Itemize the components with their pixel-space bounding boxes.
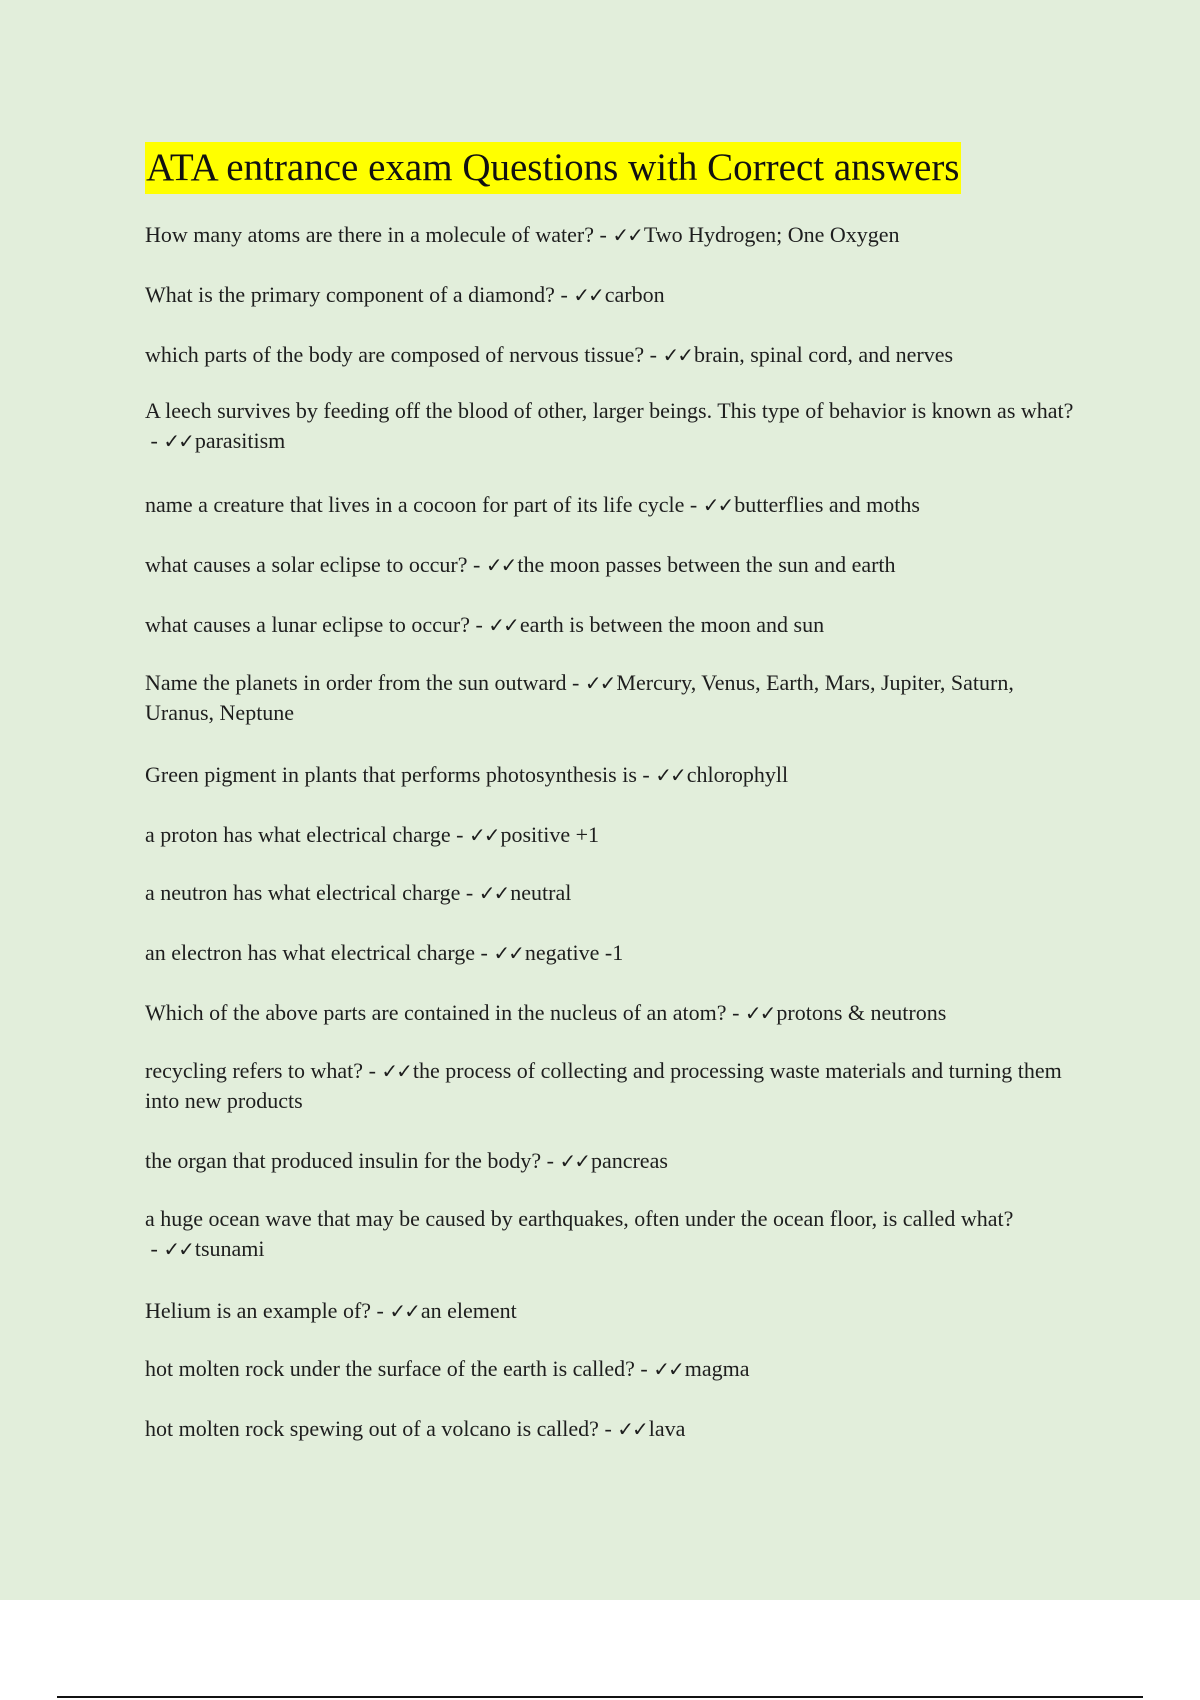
question-text: an electron has what electrical charge [145,940,476,965]
document-title: ATA entrance exam Questions with Correct answers [145,142,961,194]
double-check-icon: ✓✓ [662,343,692,367]
answer-text: brain, spinal cord, and nerves [694,342,954,367]
answer-text: protons & neutrons [776,1000,947,1025]
qa-item [145,1056,1085,1116]
double-check-icon: ✓✓ [653,1357,683,1381]
separator: - [684,492,703,517]
question-text: A leech survives by feeding off the blood of other, larger beings. This type of behavior is known as what? [145,398,1074,423]
qa-item [145,490,1085,520]
answer-text: butterflies and moths [734,492,920,517]
double-check-icon: ✓✓ [163,429,193,453]
question-text: what causes a solar eclipse to occur? [145,552,468,577]
double-check-icon: ✓✓ [488,613,518,637]
double-check-icon: ✓✓ [744,1001,775,1025]
answer-text: parasitism [194,428,286,453]
question-text: Green pigment in plants that performs photosynthesis is [145,762,637,787]
answer-text: carbon [604,282,665,307]
qa-item [145,396,1085,456]
double-check-icon: ✓✓ [617,1417,647,1441]
qa-item [145,760,1085,790]
answer-text: negative -1 [524,940,624,965]
qa-item [145,610,1085,640]
footer-rule [57,1696,1143,1698]
qa-item [145,1204,1085,1264]
question-text: name a creature that lives in a cocoon for part of its life cycle [145,492,685,517]
separator: - [475,940,494,965]
question-text: Name the planets in order from the sun outward [145,670,567,695]
qa-item [145,938,1085,968]
qa-item [145,220,1085,250]
qa-item [145,1354,1085,1384]
separator: - [598,1416,618,1441]
double-check-icon: ✓✓ [485,553,516,577]
question-text: a proton has what electrical charge [145,822,451,847]
qa-item [145,1414,1085,1444]
question-text: Which of the above parts are contained in the nucleus of an atom? [145,1000,727,1025]
separator: - [450,822,469,847]
double-check-icon: ✓✓ [381,1059,411,1083]
double-check-icon: ✓✓ [584,671,615,695]
separator: - [469,612,489,637]
question-text: What is the primary component of a diamond? [145,282,555,307]
question-text: a neutron has what electrical charge [145,880,461,905]
qa-item [145,340,1085,370]
answer-text: lava [648,1416,686,1441]
answer-text: pancreas [590,1148,668,1173]
double-check-icon: ✓✓ [478,881,509,905]
question-text: which parts of the body are composed of nervous tissue? [145,342,645,367]
separator: - [726,1000,745,1025]
answer-text: earth is between the moon and sun [519,612,825,637]
separator: - [460,880,479,905]
qa-item [145,820,1085,850]
double-check-icon: ✓✓ [702,493,733,517]
qa-item [145,668,1085,728]
double-check-icon: ✓✓ [612,223,642,247]
answer-text: the process of collecting and processing waste materials and turning them into new products [145,1058,1062,1113]
answer-text: tsunami [194,1236,265,1261]
double-check-icon: ✓✓ [389,1299,419,1323]
separator: - [593,222,613,247]
answer-text: neutral [510,880,572,905]
qa-item [145,280,1085,310]
qa-item [145,1296,1085,1326]
separator: - [554,282,574,307]
separator: - [566,670,585,695]
answer-text: magma [684,1356,750,1381]
qa-item [145,550,1085,580]
separator: - [371,1298,390,1323]
qa-item [145,1146,1085,1176]
separator: - [644,342,663,367]
document-content [145,142,1085,1441]
separator: - [541,1148,560,1173]
question-text: How many atoms are there in a molecule of water? [145,222,594,247]
question-text: hot molten rock spewing out of a volcano is called? [145,1416,599,1441]
qa-item [145,878,1085,908]
answer-text: an element [420,1298,517,1323]
answer-text: positive +1 [500,822,600,847]
question-text: the organ that produced insulin for the body? [145,1148,542,1173]
double-check-icon: ✓✓ [493,941,523,965]
separator: - [145,428,164,453]
answer-text: the moon passes between the sun and earth [517,552,896,577]
double-check-icon: ✓✓ [163,1237,193,1261]
double-check-icon: ✓✓ [559,1149,589,1173]
double-check-icon: ✓✓ [468,823,499,847]
qa-item [145,998,1085,1028]
separator: - [634,1356,654,1381]
question-text: what causes a lunar eclipse to occur? [145,612,470,637]
double-check-icon: ✓✓ [573,283,603,307]
separator: - [467,552,486,577]
question-text: recycling refers to what? [145,1058,364,1083]
answer-text: chlorophyll [686,762,789,787]
question-text: a huge ocean wave that may be caused by earthquakes, often under the ocean floor, is called what? [145,1206,1014,1231]
answer-text: Two Hydrogen; One Oxygen [643,222,900,247]
answer-text: Mercury, Venus, Earth, Mars, Jupiter, Saturn, Uranus, Neptune [145,670,1014,725]
question-text: hot molten rock under the surface of the earth is called? [145,1356,635,1381]
double-check-icon: ✓✓ [655,763,685,787]
separator: - [145,1236,164,1261]
question-text: Helium is an example of? [145,1298,372,1323]
separator: - [363,1058,382,1083]
separator: - [636,762,656,787]
